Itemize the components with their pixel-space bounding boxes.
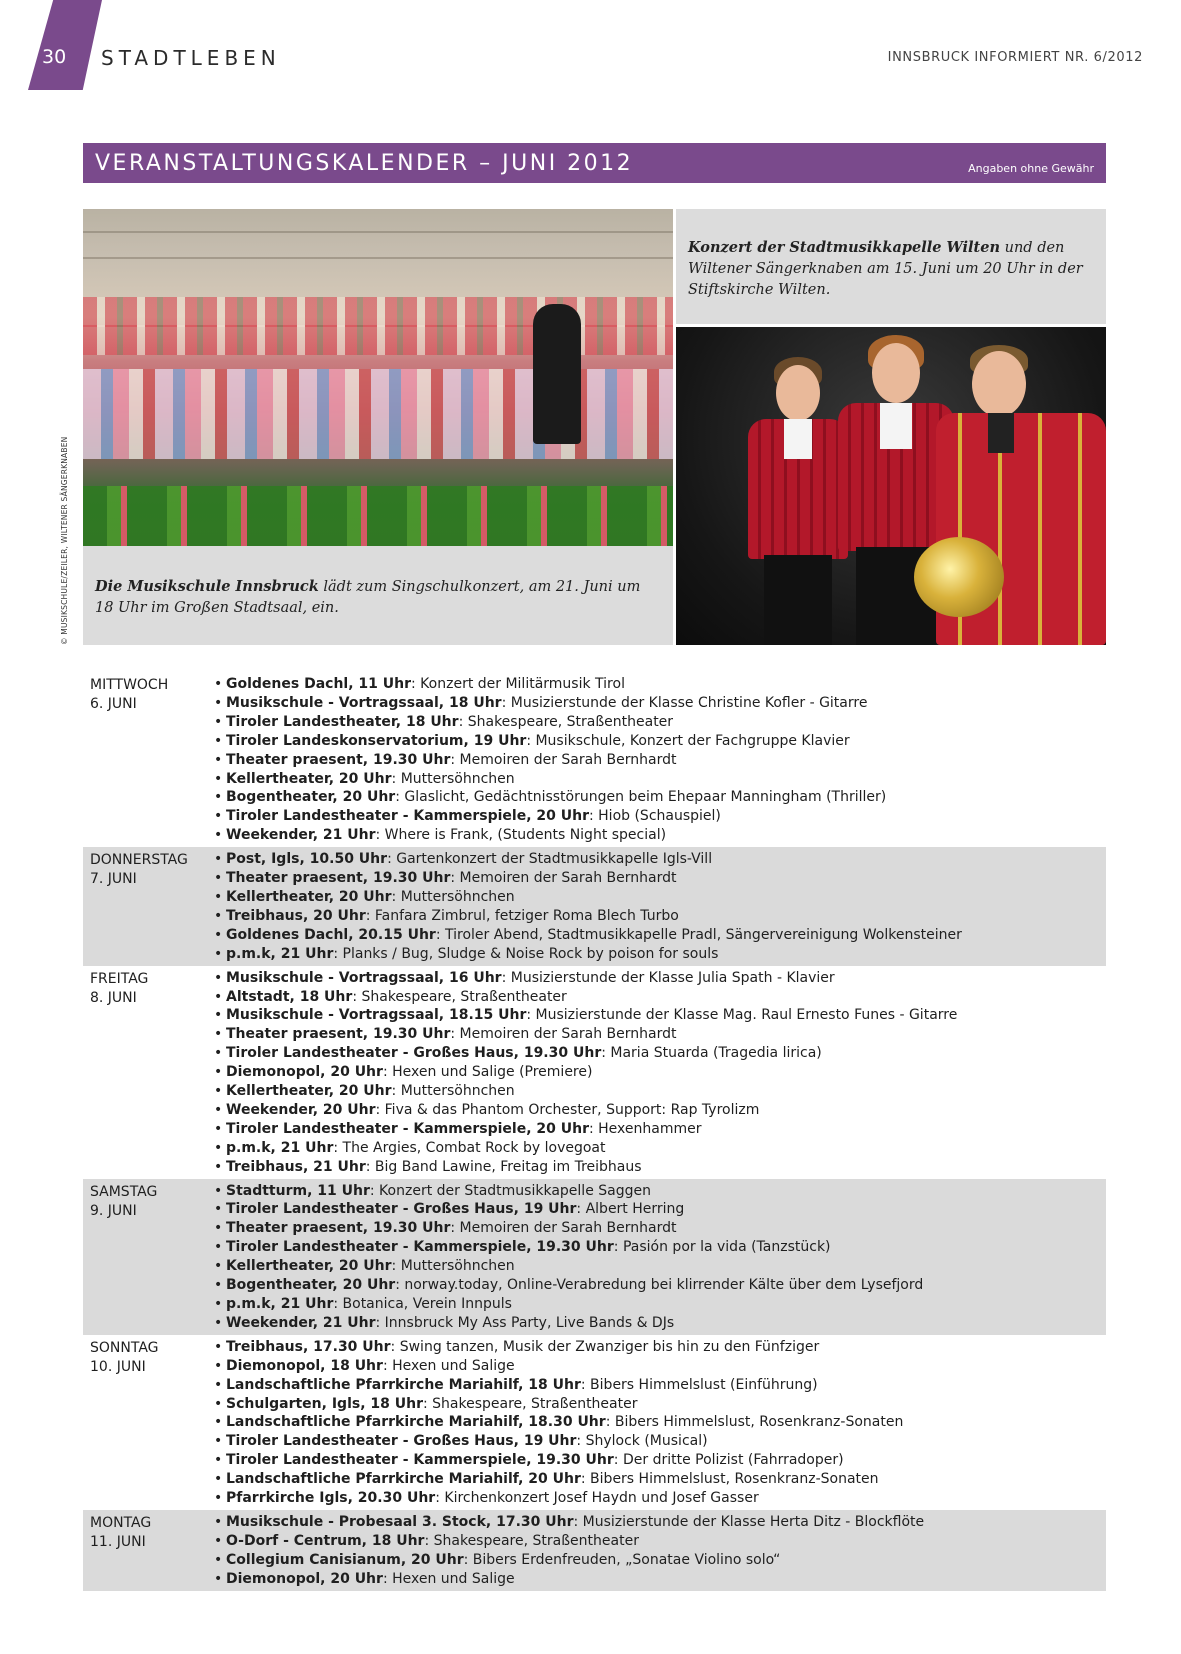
event-venue: Landschaftliche Pfarrkirche Mariahilf, 18.30 Uhr [226,1414,606,1431]
bullet-icon: • [214,789,223,806]
event-description: : Memoiren der Sarah Bernhardt [450,1220,677,1237]
event-description: : Konzert der Militärmusik Tirol [411,676,625,692]
event-description: : The Argies, Combat Rock by lovegoat [333,1139,606,1156]
event-description: : Musizierstunde der Klasse Mag. Raul Ernesto Funes - Gitarre [526,1007,958,1024]
event-description: : Pasión por la vida (Tanzstück) [613,1239,831,1256]
date: 6. JUNI [90,696,137,712]
event-description: : Glaslicht, Gedächtnisstörungen beim Ehepaar Manningham (Thriller) [395,789,887,806]
event-description: : Swing tanzen, Musik der Zwanziger bis hin zu den Fünfziger [390,1338,820,1355]
event-item [214,1158,1106,1177]
bullet-icon: • [214,827,223,844]
event-item [214,713,1106,732]
event-description: : Maria Stuarda (Tragedia lirica) [601,1045,822,1062]
event-description: : Bibers Himmelslust, Rosenkranz-Sonaten [580,1471,879,1488]
day-label [83,1182,214,1333]
bullet-icon: • [214,1158,223,1175]
day-label [83,1338,214,1508]
event-description: : Hexen und Salige [382,1570,515,1587]
event-venue: Weekender, 21 Uhr [226,1314,376,1331]
event-venue: Bogentheater, 20 Uhr [226,1277,396,1294]
event-item [214,850,1106,869]
section-title: STADTLEBEN [101,46,281,70]
band-members-photo [676,327,1106,645]
event-venue: p.m.k, 21 Uhr [226,1139,334,1156]
event-item [214,1338,1106,1357]
event-description: : Tiroler Abend, Stadtmusikkapelle Pradl, Sängervereinigung Wolkensteiner [435,926,962,943]
event-description: : Albert Herring [576,1201,685,1218]
event-list [214,1182,1106,1333]
event-description: : Hexenhammer [588,1120,702,1137]
event-venue: Tiroler Landestheater - Kammerspiele, 20 Uhr [226,1120,589,1137]
event-venue: Musikschule - Vortragssaal, 18.15 Uhr [226,1007,527,1024]
weekday: MITTWOCH [90,677,169,693]
event-description: : Innsbruck My Ass Party, Live Bands & DJs [375,1314,675,1331]
event-venue: Treibhaus, 21 Uhr [226,1158,366,1175]
caption-left-bold: Die Musikschule Innsbruck [95,578,319,595]
event-item [214,1139,1106,1158]
event-description: : Bibers Himmelslust, Rosenkranz-Sonaten [605,1414,904,1431]
bullet-icon: • [214,732,223,749]
day-label [83,1513,214,1589]
event-venue: Pfarrkirche Igls, 20.30 Uhr [226,1490,436,1507]
event-item [214,732,1106,751]
bullet-icon: • [214,1395,223,1412]
bullet-icon: • [214,1064,223,1081]
event-venue: Diemonopol, 20 Uhr [226,1570,383,1587]
page-number: 30 [42,46,67,68]
event-venue: Landschaftliche Pfarrkirche Mariahilf, 18 Uhr [226,1376,581,1393]
event-venue: Collegium Canisianum, 20 Uhr [226,1551,464,1568]
event-venue: Musikschule - Vortragssaal, 18 Uhr [226,694,502,711]
event-item [214,969,1106,988]
event-description: : Hexen und Salige [382,1357,515,1374]
event-venue: Tiroler Landeskonservatorium, 19 Uhr [226,732,527,749]
event-venue: Kellertheater, 20 Uhr [226,1083,392,1100]
event-venue: Treibhaus, 17.30 Uhr [226,1338,391,1355]
event-item [214,1295,1106,1314]
date: 7. JUNI [90,871,137,888]
event-venue: Altstadt, 18 Uhr [226,988,353,1005]
event-description: : Where is Frank, (Students Night special) [375,827,667,844]
bullet-icon: • [214,1433,223,1450]
event-venue: Landschaftliche Pfarrkirche Mariahilf, 20 Uhr [226,1471,581,1488]
bullet-icon: • [214,808,223,825]
event-venue: Tiroler Landestheater - Kammerspiele, 19.30 Uhr [226,1239,614,1256]
event-venue: Theater praesent, 19.30 Uhr [226,1026,451,1043]
event-description: : Big Band Lawine, Freitag im Treibhaus [365,1158,642,1175]
choir-photo-caption [83,546,673,645]
bullet-icon: • [214,1532,223,1549]
bullet-icon: • [214,1338,223,1355]
bullet-icon: • [214,1026,223,1043]
bullet-icon: • [214,1314,223,1331]
bullet-icon: • [214,907,223,924]
bullet-icon: • [214,1101,223,1118]
bullet-icon: • [214,1007,223,1024]
bullet-icon: • [214,1258,223,1275]
bullet-icon: • [214,1490,223,1507]
event-venue: Diemonopol, 20 Uhr [226,1064,383,1081]
event-venue: Theater praesent, 19.30 Uhr [226,1220,451,1237]
bullet-icon: • [214,694,223,711]
event-venue: Tiroler Landestheater - Kammerspiele, 20 Uhr [226,808,589,825]
event-item [214,1063,1106,1082]
event-list [214,969,1106,1177]
bullet-icon: • [214,1083,223,1100]
caption-left-text: lädt zum Singschulkonzert, am 21. Juni um 18 Uhr im Großen Stadtsaal, ein. [95,579,641,616]
banner-disclaimer: Angaben ohne Gewähr [968,162,1094,175]
bullet-icon: • [214,1452,223,1469]
event-venue: Schulgarten, Igls, 18 Uhr [226,1395,423,1412]
event-venue: Stadtturm, 11 Uhr [226,1182,370,1199]
event-item [214,788,1106,807]
day-block [83,966,1106,1179]
event-venue: Tiroler Landestheater - Kammerspiele, 19.30 Uhr [226,1452,614,1469]
band-photo-caption [676,209,1106,324]
day-label [83,969,214,1177]
event-item [214,1513,1106,1532]
bullet-icon: • [214,988,223,1005]
bullet-icon: • [214,713,223,730]
event-item [214,1376,1106,1395]
event-description: : Hexen und Salige (Premiere) [382,1064,593,1081]
weekday: MONTAG [90,1514,152,1531]
event-venue: Kellertheater, 20 Uhr [226,888,392,905]
event-item [214,1432,1106,1451]
day-label [83,675,214,845]
event-item [214,1357,1106,1376]
event-venue: Bogentheater, 20 Uhr [226,789,396,806]
event-item [214,1044,1106,1063]
event-item [214,751,1106,770]
bullet-icon: • [214,870,223,887]
day-block [83,672,1106,847]
bullet-icon: • [214,1570,223,1587]
event-item [214,1570,1106,1589]
event-description: : Muttersöhnchen [391,888,515,905]
event-item [214,1025,1106,1044]
event-item [214,675,1106,694]
day-block [83,1179,1106,1335]
event-description: : Bibers Erdenfreuden, „Sonatae Violino solo“ [463,1551,781,1568]
weekday: SONNTAG [90,1339,159,1356]
calendar-banner [83,143,1106,183]
event-description: : Musikschule, Konzert der Fachgruppe Klavier [526,732,850,749]
bullet-icon: • [214,1357,223,1374]
event-item [214,1200,1106,1219]
event-item [214,1219,1106,1238]
bullet-icon: • [214,770,223,787]
event-venue: p.m.k, 21 Uhr [226,945,334,962]
event-item [214,770,1106,789]
bullet-icon: • [214,751,223,768]
bullet-icon: • [214,1277,223,1294]
bullet-icon: • [214,1139,223,1156]
bullet-icon: • [214,1045,223,1062]
event-description: : Shakespeare, Straßentheater [422,1395,638,1412]
event-description: : Konzert der Stadtmusikkapelle Saggen [369,1182,651,1199]
bullet-icon: • [214,969,223,986]
date: 11. JUNI [90,1533,146,1550]
event-item [214,1006,1106,1025]
event-venue: Diemonopol, 18 Uhr [226,1357,383,1374]
event-item [214,1551,1106,1570]
bullet-icon: • [214,1201,223,1218]
bullet-icon: • [214,1414,223,1431]
page-number-tab [28,0,102,90]
event-item [214,926,1106,945]
weekday: FREITAG [90,970,149,987]
event-item [214,988,1106,1007]
bullet-icon: • [214,676,223,692]
date: 10. JUNI [90,1358,146,1375]
event-description: : Shakespeare, Straßentheater [424,1532,639,1549]
event-description: : Gartenkonzert der Stadtmusikkapelle Igls-Vill [387,851,713,868]
event-description: : Fiva & das Phantom Orchester, Support: Rap Tyrolizm [375,1101,760,1118]
event-venue: Tiroler Landestheater, 18 Uhr [226,713,459,730]
event-item [214,1470,1106,1489]
event-item [214,1451,1106,1470]
event-venue: O-Dorf - Centrum, 18 Uhr [226,1532,425,1549]
event-description: : Hiob (Schauspiel) [588,808,721,825]
event-item [214,1120,1106,1139]
event-description: : Fanfara Zimbrul, fetziger Roma Blech Turbo [365,907,679,924]
bullet-icon: • [214,1296,223,1312]
event-item [214,1082,1106,1101]
event-description: : Shakespeare, Straßentheater [458,713,674,730]
event-venue: Weekender, 21 Uhr [226,827,376,844]
event-item [214,869,1106,888]
bullet-icon: • [214,945,223,962]
bullet-icon: • [214,1376,223,1393]
event-venue: Musikschule - Vortragssaal, 16 Uhr [226,969,502,986]
event-description: : norway.today, Online-Verabredung bei klirrender Kälte über dem Lysefjord [395,1277,924,1294]
bullet-icon: • [214,851,223,868]
bullet-icon: • [214,1471,223,1488]
event-description: : Shylock (Musical) [576,1433,708,1450]
bullet-icon: • [214,888,223,905]
bullet-icon: • [214,1220,223,1237]
event-description: : Planks / Bug, Sludge & Noise Rock by poison for souls [333,945,719,962]
event-venue: Weekender, 20 Uhr [226,1101,376,1118]
event-item [214,1413,1106,1432]
event-venue: Post, Igls, 10.50 Uhr [226,851,388,868]
event-item [214,1257,1106,1276]
event-venue: Tiroler Landestheater - Großes Haus, 19 Uhr [226,1201,577,1218]
event-venue: Tiroler Landestheater - Großes Haus, 19 Uhr [226,1433,577,1450]
event-item [214,1101,1106,1120]
event-calendar [83,672,1106,1591]
issue-label: INNSBRUCK INFORMIERT NR. 6/2012 [887,50,1143,65]
event-item [214,807,1106,826]
event-description: : Memoiren der Sarah Bernhardt [450,1026,677,1043]
event-list [214,675,1106,845]
event-description: : Musizierstunde der Klasse Julia Spath - Klavier [501,969,835,986]
day-block [83,847,1106,965]
event-description: : Muttersöhnchen [391,1083,515,1100]
event-venue: Tiroler Landestheater - Großes Haus, 19.30 Uhr [226,1045,602,1062]
event-description: : Botanica, Verein Innpuls [333,1296,512,1312]
event-item [214,1238,1106,1257]
bullet-icon: • [214,926,223,943]
day-block [83,1510,1106,1591]
bullet-icon: • [214,1120,223,1137]
caption-right-bold: Konzert der Stadtmusikkapelle Wilten [688,239,1001,256]
date: 9. JUNI [90,1202,137,1219]
event-item [214,1532,1106,1551]
date: 8. JUNI [90,989,137,1006]
event-item [214,1395,1106,1414]
event-item [214,1182,1106,1201]
event-description: : Muttersöhnchen [391,1258,515,1275]
event-list [214,850,1106,963]
bullet-icon: • [214,1551,223,1568]
photo-credit: © MUSIKSCHULE/ZEILER, WILTENER SÄNGERKNABEN [60,436,69,645]
event-description: : Bibers Himmelslust (Einführung) [580,1376,818,1393]
event-description: : Muttersöhnchen [391,770,515,787]
banner-title: VERANSTALTUNGSKALENDER – JUNI 2012 [95,151,634,176]
event-item [214,1314,1106,1333]
event-venue: Musikschule - Probesaal 3. Stock, 17.30 Uhr [226,1513,574,1530]
event-venue: Treibhaus, 20 Uhr [226,907,366,924]
event-item [214,888,1106,907]
weekday: SAMSTAG [90,1183,158,1200]
event-venue: Theater praesent, 19.30 Uhr [226,751,451,768]
event-item [214,907,1106,926]
day-block [83,1335,1106,1510]
event-venue: Kellertheater, 20 Uhr [226,770,392,787]
event-description: : Memoiren der Sarah Bernhardt [450,751,677,768]
event-description: : Musizierstunde der Klasse Herta Ditz - Blockflöte [573,1513,925,1530]
event-item [214,945,1106,964]
event-venue: Goldenes Dachl, 11 Uhr [226,676,412,692]
event-venue: Goldenes Dachl, 20.15 Uhr [226,926,436,943]
bullet-icon: • [214,1239,223,1256]
event-item [214,1489,1106,1508]
choir-concert-photo [83,209,673,546]
event-list [214,1338,1106,1508]
event-item [214,694,1106,713]
bullet-icon: • [214,1182,223,1199]
event-item [214,1276,1106,1295]
weekday: DONNERSTAG [90,852,188,869]
event-list [214,1513,1106,1589]
bullet-icon: • [214,1513,223,1530]
caption-right-text: und den Wiltener Sängerknaben am 15. Juni um 20 Uhr in der Stiftskirche Wilten. [688,240,1083,298]
event-description: : Shakespeare, Straßentheater [352,988,567,1005]
day-label [83,850,214,963]
event-description: : Memoiren der Sarah Bernhardt [450,870,677,887]
event-description: : Musizierstunde der Klasse Christine Kofler - Gitarre [501,694,868,711]
event-venue: Theater praesent, 19.30 Uhr [226,870,451,887]
event-description: : Kirchenkonzert Josef Haydn und Josef Gasser [435,1490,759,1507]
event-description: : Der dritte Polizist (Fahrradoper) [613,1452,844,1469]
event-item [214,826,1106,845]
event-venue: p.m.k, 21 Uhr [226,1296,334,1312]
event-venue: Kellertheater, 20 Uhr [226,1258,392,1275]
